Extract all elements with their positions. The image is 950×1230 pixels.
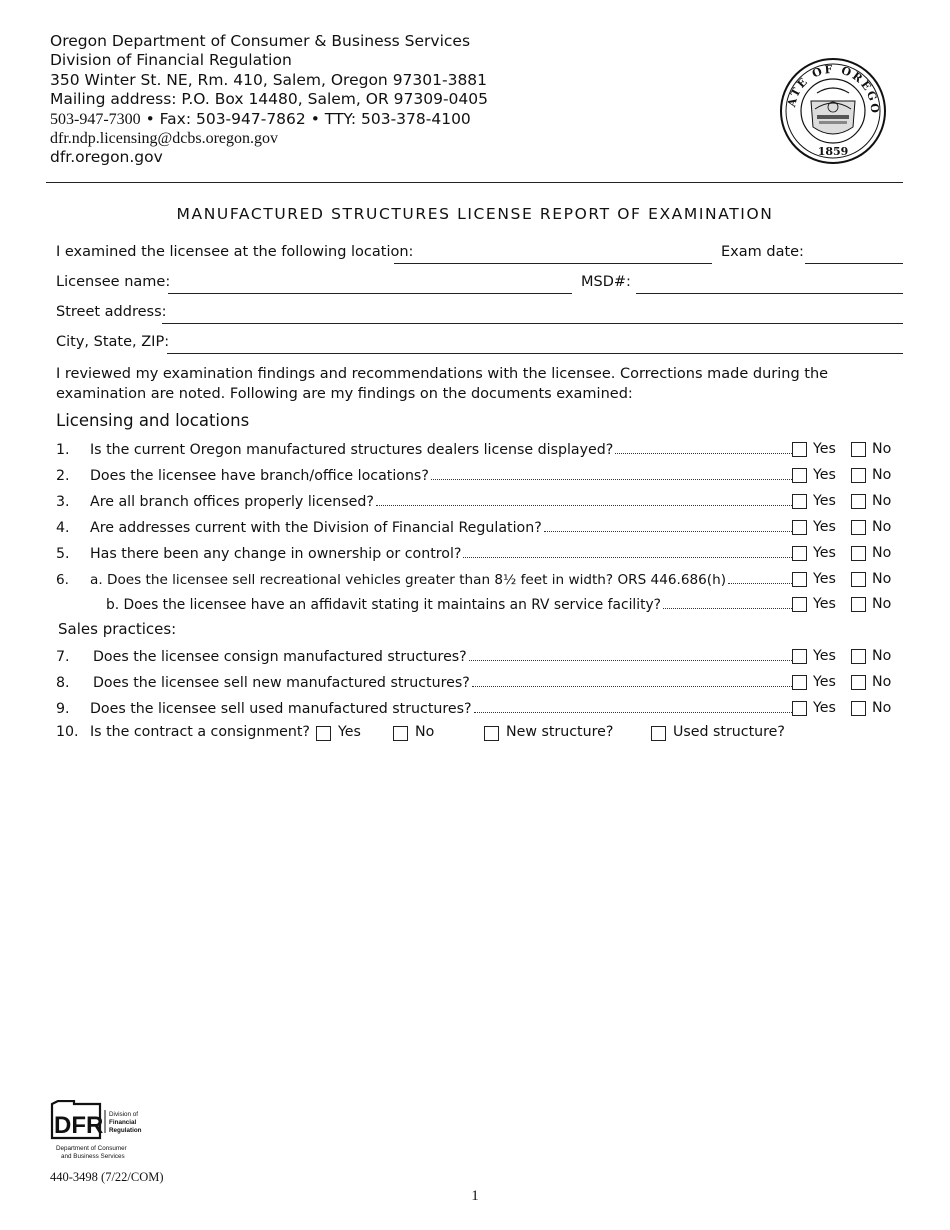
dfr-logo-text: DFR [54, 1112, 104, 1139]
city-state-zip-input-line[interactable] [167, 353, 903, 354]
question-text: Does the licensee sell used manufactured structures? [90, 701, 472, 717]
licensee-name-input-line[interactable] [168, 293, 572, 294]
yes-label: Yes [813, 545, 836, 561]
no-checkbox[interactable] [851, 675, 866, 690]
dfr-sub-line-3: Regulation [109, 1127, 142, 1134]
yes-label: Yes [813, 648, 836, 664]
no-checkbox[interactable] [851, 572, 866, 587]
no-label: No [872, 596, 892, 612]
question-text: Is the current Oregon manufactured structures dealers license displayed? [90, 442, 614, 458]
leader-dots [431, 478, 792, 480]
question-text: b. Does the licensee have an affidavit stating it maintains an RV service facility? [106, 597, 661, 613]
question-row [56, 438, 792, 458]
question-row [56, 542, 792, 562]
question-number: 1. [56, 442, 70, 458]
question-text: a. Does the licensee sell recreational vehicles greater than 8½ feet in width? ORS 446.686(h) [90, 572, 726, 588]
question-text: Has there been any change in ownership or control? [90, 546, 462, 562]
yes-label: Yes [813, 571, 836, 587]
yes-no-group [792, 491, 891, 511]
leader-dots [474, 711, 792, 713]
new-structure-checkbox[interactable] [484, 726, 499, 741]
no-label: No [872, 674, 892, 690]
leader-dots [472, 685, 792, 687]
leader-dots [469, 659, 792, 661]
no-checkbox[interactable] [851, 520, 866, 535]
no-checkbox[interactable] [851, 649, 866, 664]
question-row [56, 645, 792, 665]
consignment-no-label: No [415, 724, 435, 740]
question-row [56, 516, 792, 536]
exam-date-input-line[interactable] [805, 263, 903, 264]
question-text: Are addresses current with the Division of Financial Regulation? [90, 520, 542, 536]
seal-text: ATE OF OREGO [785, 62, 882, 116]
consignment-yes-checkbox[interactable] [316, 726, 331, 741]
msd-label: MSD#: [581, 274, 631, 290]
seal-year: 1859 [817, 145, 849, 158]
yes-no-group [792, 465, 891, 485]
no-label: No [872, 648, 892, 664]
yes-checkbox[interactable] [792, 494, 807, 509]
consignment-yes-label: Yes [338, 724, 361, 740]
no-checkbox[interactable] [851, 701, 866, 716]
consignment-no-checkbox[interactable] [393, 726, 408, 741]
dept-line-2: and Business Services [61, 1153, 125, 1160]
agency-header [50, 32, 488, 168]
question-number: 8. [56, 675, 70, 691]
city-state-zip-label: City, State, ZIP: [56, 334, 170, 350]
no-label: No [872, 493, 892, 509]
section-heading-sales: Sales practices: [58, 620, 177, 638]
yes-checkbox[interactable] [792, 675, 807, 690]
question-text: Are all branch offices properly licensed? [90, 494, 374, 510]
no-label: No [872, 519, 892, 535]
yes-checkbox[interactable] [792, 701, 807, 716]
dfr-logo [50, 1100, 160, 1165]
question-number: 5. [56, 546, 70, 562]
yes-no-group [792, 439, 891, 459]
yes-label: Yes [813, 441, 836, 457]
question-number: 9. [56, 701, 70, 717]
question-row [56, 697, 792, 717]
yes-checkbox[interactable] [792, 546, 807, 561]
no-label: No [872, 571, 892, 587]
question-number: 6. [56, 572, 69, 588]
exam-date-label: Exam date: [721, 244, 804, 260]
question-row [56, 593, 792, 613]
street-address-input-line[interactable] [162, 323, 903, 324]
yes-checkbox[interactable] [792, 572, 807, 587]
yes-checkbox[interactable] [792, 442, 807, 457]
question-number: 10. [56, 724, 79, 740]
form-number: 440-3498 (7/22/COM) [50, 1170, 164, 1184]
question-text: Is the contract a consignment? [90, 724, 310, 740]
phone-number: 503-947-7300 [50, 110, 141, 128]
question-number: 4. [56, 520, 70, 536]
intro-paragraph: I reviewed my examination findings and recommendations with the licensee. Corrections made during the examination are noted. Following are my findings on the documents examined: [56, 366, 829, 402]
no-checkbox[interactable] [851, 597, 866, 612]
location-input-line[interactable] [394, 263, 712, 264]
dept-line-1: Department of Consumer [56, 1145, 127, 1152]
no-label: No [872, 441, 892, 457]
division-name: Division of Financial Regulation [50, 51, 292, 70]
question-number: 3. [56, 494, 70, 510]
no-checkbox[interactable] [851, 468, 866, 483]
leader-dots [615, 452, 792, 454]
fax-tty: • Fax: 503-947-7862 • TTY: 503-378-4100 [140, 109, 471, 128]
yes-no-group [792, 517, 891, 537]
page-number: 1 [471, 1188, 479, 1204]
street-address-label: Street address: [56, 304, 167, 320]
leader-dots [728, 582, 792, 584]
yes-no-group [792, 698, 891, 718]
used-structure-label: Used structure? [673, 724, 785, 740]
question-text: Does the licensee sell new manufactured structures? [93, 675, 470, 691]
yes-no-group [792, 594, 891, 614]
question-text: Does the licensee have branch/office locations? [90, 468, 429, 484]
no-checkbox[interactable] [851, 494, 866, 509]
yes-label: Yes [813, 674, 836, 690]
yes-no-group [792, 543, 891, 563]
email-address: dfr.ndp.licensing@dcbs.oregon.gov [50, 130, 279, 148]
leader-dots [463, 556, 792, 558]
form-title: MANUFACTURED STRUCTURES LICENSE REPORT OF EXAMINATION [176, 205, 774, 223]
question-row [56, 490, 792, 510]
yes-checkbox[interactable] [792, 468, 807, 483]
header-divider [46, 182, 903, 183]
no-checkbox[interactable] [851, 442, 866, 457]
yes-label: Yes [813, 519, 836, 535]
street-address-line: 350 Winter St. NE, Rm. 410, Salem, Oregon 97301-3881 [50, 70, 488, 89]
yes-no-group [792, 672, 891, 692]
yes-label: Yes [813, 700, 836, 716]
leader-dots [663, 607, 792, 609]
question-text: Does the licensee consign manufactured structures? [93, 649, 467, 665]
question-row [56, 568, 792, 588]
mailing-address-line: Mailing address: P.O. Box 14480, Salem, OR 97309-0405 [50, 90, 488, 109]
dfr-sub-line-2: Financial [109, 1119, 137, 1126]
leader-dots [376, 504, 792, 506]
no-label: No [872, 467, 892, 483]
agency-name: Oregon Department of Consumer & Business Services [50, 32, 471, 50]
question-number: 7. [56, 649, 70, 665]
yes-checkbox[interactable] [792, 597, 807, 612]
dfr-sub-line-1: Division of [109, 1111, 139, 1118]
new-structure-label: New structure? [506, 724, 614, 740]
section-heading-licensing: Licensing and locations [56, 411, 250, 430]
yes-checkbox[interactable] [792, 520, 807, 535]
no-label: No [872, 545, 892, 561]
contact-line [50, 110, 488, 129]
no-checkbox[interactable] [851, 546, 866, 561]
oregon-state-seal [779, 57, 887, 165]
yes-label: Yes [813, 596, 836, 612]
website: dfr.oregon.gov [50, 148, 163, 167]
question-row [56, 671, 792, 691]
question-number: 2. [56, 468, 70, 484]
licensee-name-label: Licensee name: [56, 274, 171, 290]
question-row [56, 464, 792, 484]
yes-label: Yes [813, 493, 836, 509]
used-structure-checkbox[interactable] [651, 726, 666, 741]
yes-checkbox[interactable] [792, 649, 807, 664]
no-label: No [872, 700, 892, 716]
yes-no-group [792, 569, 891, 589]
yes-no-group [792, 646, 891, 666]
msd-input-line[interactable] [636, 293, 903, 294]
yes-label: Yes [813, 467, 836, 483]
leader-dots [544, 530, 792, 532]
location-label: I examined the licensee at the following location: [56, 244, 414, 260]
